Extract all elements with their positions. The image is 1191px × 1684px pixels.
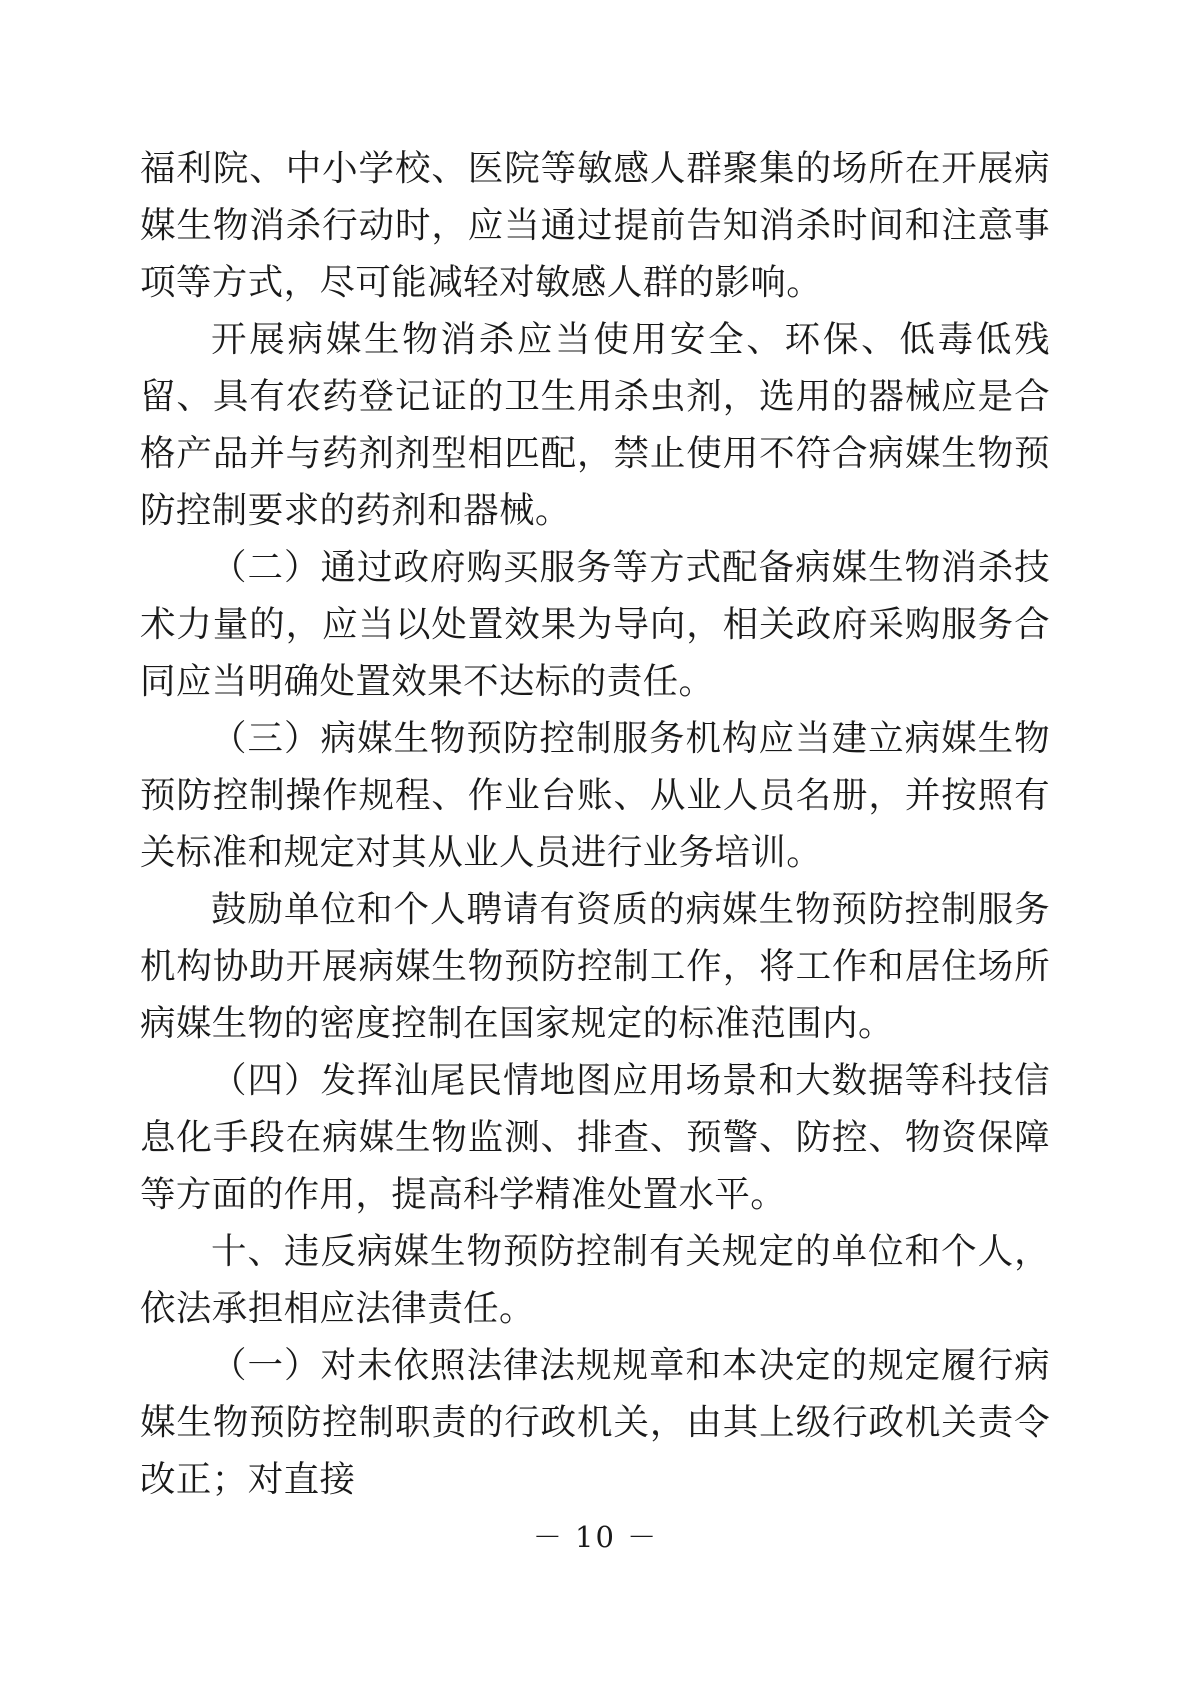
paragraph: 福利院、中小学校、医院等敏感人群聚集的场所在开展病媒生物消杀行动时，应当通过提前告知消杀时间和注意事项等方式，尽可能减轻对敏感人群的影响。	[140, 148, 1050, 303]
page-number: － 10 －	[532, 1520, 659, 1554]
paragraph: 鼓励单位和个人聘请有资质的病媒生物预防控制服务机构协助开展病媒生物预防控制工作，将工作和居住场所病媒生物的密度控制在国家规定的标准范围内。	[140, 889, 1050, 1044]
paragraph: （四）发挥汕尾民情地图应用场景和大数据等科技信息化手段在病媒生物监测、排查、预警、防控、物资保障等方面的作用，提高科学精准处置水平。	[140, 1060, 1050, 1215]
paragraph: 十、违反病媒生物预防控制有关规定的单位和个人，依法承担相应法律责任。	[140, 1231, 1050, 1329]
document-body	[140, 140, 1050, 1508]
paragraph: （三）病媒生物预防控制服务机构应当建立病媒生物预防控制操作规程、作业台账、从业人员名册，并按照有关标准和规定对其从业人员进行业务培训。	[140, 718, 1050, 873]
paragraph: 开展病媒生物消杀应当使用安全、环保、低毒低残留、具有农药登记证的卫生用杀虫剂，选用的器械应是合格产品并与药剂剂型相匹配，禁止使用不符合病媒生物预防控制要求的药剂和器械。	[140, 319, 1050, 531]
paragraph: （二）通过政府购买服务等方式配备病媒生物消杀技术力量的，应当以处置效果为导向，相关政府采购服务合同应当明确处置效果不达标的责任。	[140, 547, 1050, 702]
paragraph: （一）对未依照法律法规规章和本决定的规定履行病媒生物预防控制职责的行政机关，由其上级行政机关责令改正；对直接	[140, 1345, 1050, 1500]
